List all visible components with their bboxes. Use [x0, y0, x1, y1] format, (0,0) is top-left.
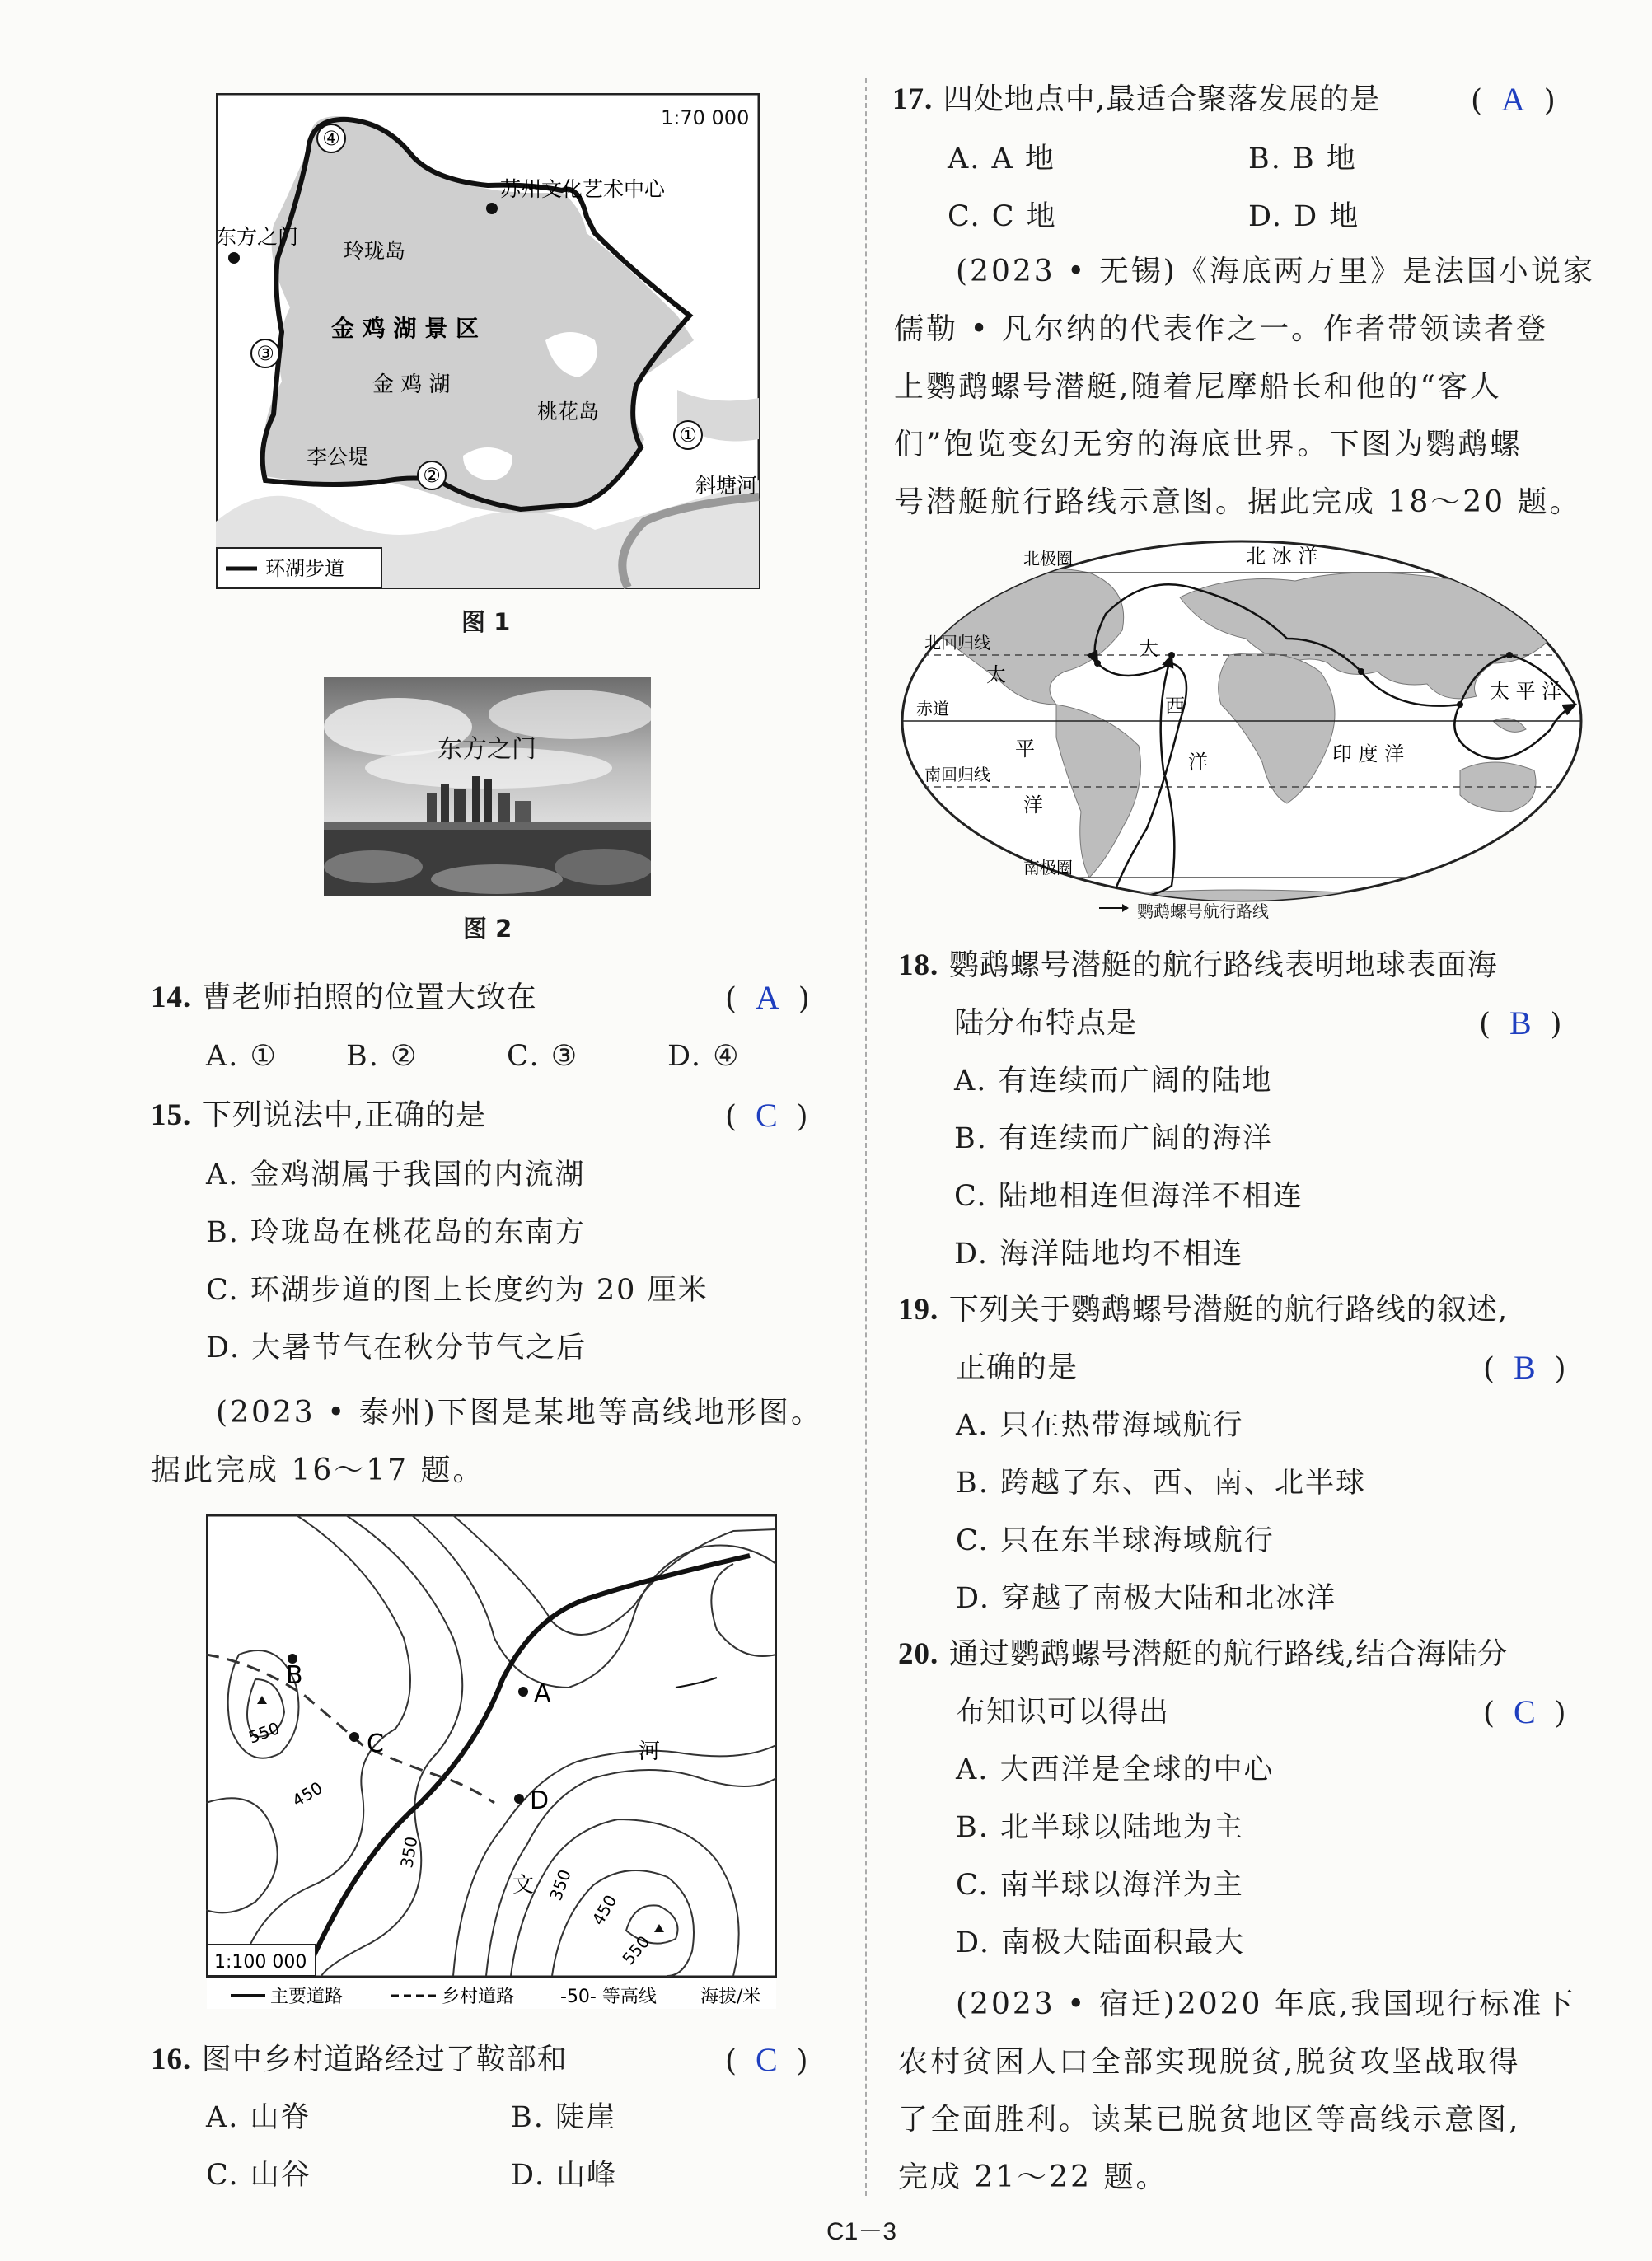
fig1-scenic-label: 金 鸡 湖 景 区 [331, 315, 479, 342]
q15-option-d: D. 大暑节气在秋分节气之后 [206, 1332, 587, 1365]
map-legend-arrow-icon [1097, 900, 1130, 916]
q14-answer: A [755, 979, 779, 1016]
page-number: C1－3 [826, 2218, 897, 2245]
q15-number: 15. [151, 1098, 192, 1132]
figure-2-photo [324, 677, 651, 896]
intro21-line1: (2023 • 宿迁)2020 年底,我国现行标准下 [956, 1987, 1576, 2021]
map-pacific-w-3: 洋 [1023, 793, 1043, 817]
fig1-marker-1: ① [679, 424, 697, 447]
q20-option-a: A. 大西洋是全球的中心 [956, 1753, 1275, 1786]
fig1-marker-3: ③ [256, 342, 274, 365]
q19-answer-box: ( B ) [1483, 1349, 1566, 1386]
q14-option-d: D. ④ [667, 1040, 741, 1073]
q18-option-d: D. 海洋陆地均不相连 [954, 1238, 1244, 1271]
q16-option-d: D. 山峰 [511, 2159, 618, 2192]
contour-map [206, 1514, 777, 2009]
q18-option-c: C. 陆地相连但海洋不相连 [954, 1180, 1303, 1213]
q17-option-b: B. B 地 [1248, 143, 1357, 176]
q15-text: 下列说法中,正确的是 [201, 1098, 487, 1132]
fig2-title: 东方之门 [438, 735, 536, 764]
q17-stem [892, 82, 1380, 118]
q19-answer: B [1513, 1349, 1536, 1386]
q19-option-a: A. 只在热带海域航行 [956, 1409, 1244, 1442]
q17-option-a: A. A 地 [948, 143, 1055, 176]
contour-elev-550a: 550 [246, 1718, 283, 1748]
q19-number: 19. [898, 1293, 939, 1327]
q20-text-2: 布知识可以得出 [956, 1695, 1170, 1729]
intro18-line4: 们”饱览变幻无穷的海底世界。下图为鹦鹉螺 [894, 428, 1523, 461]
fig1-legend: 环湖步道 [265, 557, 344, 580]
contour-legend-unit: 海拔/米 [700, 1987, 761, 2007]
intro21-line4: 完成 21～22 题。 [898, 2160, 1168, 2194]
q18-option-a: A. 有连续而广阔的陆地 [954, 1065, 1273, 1098]
map-legend-label: 鹦鹉螺号航行路线 [1137, 901, 1269, 921]
contour-elev-550b: 550 [618, 1931, 654, 1969]
contour-point-b: B [286, 1661, 303, 1690]
contour-point-a: A [534, 1679, 551, 1708]
q14-option-c: C. ③ [507, 1040, 579, 1073]
q17-option-c: C. C 地 [948, 200, 1057, 233]
map-atlantic-3: 洋 [1188, 751, 1208, 774]
contour-river-char-2: 文 [512, 1873, 535, 1898]
world-route-map [900, 540, 1584, 927]
q14-stem [151, 980, 537, 1016]
contour-point-d: D [530, 1786, 550, 1815]
map-arctic-circle: 北极圈 [1023, 549, 1073, 569]
q16-answer-box: ( C ) [725, 2041, 808, 2078]
contour-river-char-1: 河 [639, 1739, 661, 1764]
fig1-marker-2: ② [423, 464, 441, 487]
fig1-taohua-label: 桃花岛 [537, 400, 600, 424]
q18-answer-box: ( B ) [1479, 1004, 1562, 1042]
q14-number: 14. [151, 981, 192, 1014]
q19-text-1: 下列关于鹦鹉螺号潜艇的航行路线的叙述, [948, 1293, 1509, 1327]
map-tropic-s: 南回归线 [924, 765, 990, 784]
q20-option-b: B. 北半球以陆地为主 [956, 1811, 1244, 1844]
map-antarctic-circle: 南极圈 [1023, 858, 1073, 878]
fig1-ligongdi-label: 李公堤 [307, 445, 369, 469]
q18-text-2: 陆分布特点是 [954, 1006, 1138, 1040]
q14-answer-box: ( A ) [725, 979, 810, 1016]
fig1-marker-4: ④ [322, 127, 340, 150]
map-pacific-e: 太 平 洋 [1490, 680, 1562, 703]
q16-answer: C [755, 2041, 778, 2078]
map-equator: 赤道 [916, 699, 949, 719]
fig2-caption: 图 2 [463, 915, 512, 943]
contour-legend-contour: -50- 等高线 [560, 1987, 657, 2007]
map-atlantic-1: 大 [1139, 637, 1158, 660]
q16-stem [151, 2042, 568, 2078]
map-arctic-ocean: 北 冰 洋 [1246, 545, 1318, 568]
q16-number: 16. [151, 2043, 192, 2076]
q17-text: 四处地点中,最适合聚落发展的是 [943, 82, 1381, 116]
column-divider [865, 78, 867, 2196]
q14-option-b: B. ② [346, 1040, 419, 1073]
q18-number: 18. [898, 948, 939, 982]
q15-answer-box: ( C ) [725, 1097, 808, 1134]
q16-option-b: B. 陡崖 [511, 2101, 616, 2134]
map-atlantic-2: 西 [1165, 695, 1185, 718]
intro18-line5: 号潜艇航行路线示意图。据此完成 18～20 题。 [894, 485, 1582, 519]
intro16-line1: (2023 • 泰州)下图是某地等高线地形图。 [216, 1396, 823, 1430]
q20-option-d: D. 南极大陆面积最大 [956, 1926, 1246, 1959]
q15-answer: C [755, 1097, 778, 1134]
map-pacific-w-1: 太 [986, 663, 1006, 686]
contour-elev-350b: 350 [545, 1866, 575, 1903]
q15-option-a: A. 金鸡湖属于我国的内流湖 [206, 1159, 586, 1191]
fig1-scale: 1:70 000 [661, 106, 750, 129]
q15-option-c: C. 环湖步道的图上长度约为 20 厘米 [206, 1274, 709, 1307]
q16-option-a: A. 山脊 [206, 2101, 311, 2134]
q16-option-c: C. 山谷 [206, 2159, 311, 2192]
fig1-xietang-label: 斜塘河 [695, 474, 758, 498]
q16-text: 图中乡村道路经过了鞍部和 [201, 2043, 568, 2076]
map-indian-ocean: 印 度 洋 [1332, 742, 1405, 765]
contour-legend-road: 主要道路 [270, 1987, 344, 2007]
contour-elev-450b: 450 [587, 1891, 621, 1929]
contour-scale: 1:100 000 [214, 1952, 307, 1973]
q17-number: 17. [892, 82, 934, 116]
q20-stem-line1 [898, 1636, 1508, 1673]
figure-1-lake-map [216, 93, 760, 589]
intro21-line2: 农村贫困人口全部实现脱贫,脱贫攻坚战取得 [898, 2045, 1521, 2079]
q19-option-c: C. 只在东半球海域航行 [956, 1524, 1275, 1557]
q17-option-d: D. D 地 [1248, 200, 1360, 233]
q18-option-b: B. 有连续而广阔的海洋 [954, 1122, 1273, 1155]
q17-answer: A [1500, 81, 1525, 118]
fig1-caption: 图 1 [461, 608, 511, 636]
fig1-lake-label: 金 鸡 湖 [372, 372, 451, 397]
q20-option-c: C. 南半球以海洋为主 [956, 1869, 1244, 1902]
q18-answer: B [1509, 1004, 1532, 1042]
map-pacific-w-2: 平 [1015, 737, 1035, 761]
fig1-dongfang-label: 东方之门 [216, 225, 299, 249]
intro16-line2: 据此完成 16～17 题。 [151, 1454, 485, 1487]
q20-answer: C [1513, 1693, 1536, 1730]
contour-elev-450: 450 [288, 1777, 326, 1811]
q20-answer-box: ( C ) [1483, 1693, 1566, 1730]
q14-option-a: A. ① [206, 1040, 278, 1073]
intro18-line3: 上鹦鹉螺号潜艇,随着尼摩船长和他的“客人 [894, 370, 1502, 404]
fig1-suzhou-label: 苏州文化艺术中心 [500, 177, 666, 201]
q20-number: 20. [898, 1637, 939, 1671]
q14-text: 曹老师拍照的位置大致在 [201, 981, 537, 1014]
contour-legend-village: 乡村道路 [442, 1987, 515, 2007]
intro18-line1: (2023 • 无锡)《海底两万里》是法国小说家 [956, 255, 1595, 288]
contour-point-c: C [367, 1730, 384, 1758]
fig1-linglong-label: 玲珑岛 [344, 239, 406, 263]
intro18-line2: 儒勒 • 凡尔纳的代表作之一。作者带领读者登 [894, 312, 1549, 346]
q17-answer-box: ( A ) [1471, 81, 1556, 118]
q19-option-d: D. 穿越了南极大陆和北冰洋 [956, 1582, 1337, 1615]
contour-elev-350a: 350 [396, 1835, 422, 1870]
q19-option-b: B. 跨越了东、西、南、北半球 [956, 1467, 1366, 1500]
q20-text-1: 通过鹦鹉螺号潜艇的航行路线,结合海陆分 [948, 1637, 1509, 1671]
map-tropic-n: 北回归线 [924, 633, 990, 653]
q19-text-2: 正确的是 [956, 1351, 1079, 1384]
intro21-line3: 了全面胜利。读某已脱贫地区等高线示意图, [898, 2103, 1521, 2137]
q18-stem-line1 [898, 948, 1498, 984]
q19-stem-line1 [898, 1292, 1508, 1328]
q15-option-b: B. 玲珑岛在桃花岛的东南方 [206, 1216, 586, 1249]
q15-stem [151, 1098, 486, 1134]
q18-text-1: 鹦鹉螺号潜艇的航行路线表明地球表面海 [948, 948, 1498, 982]
